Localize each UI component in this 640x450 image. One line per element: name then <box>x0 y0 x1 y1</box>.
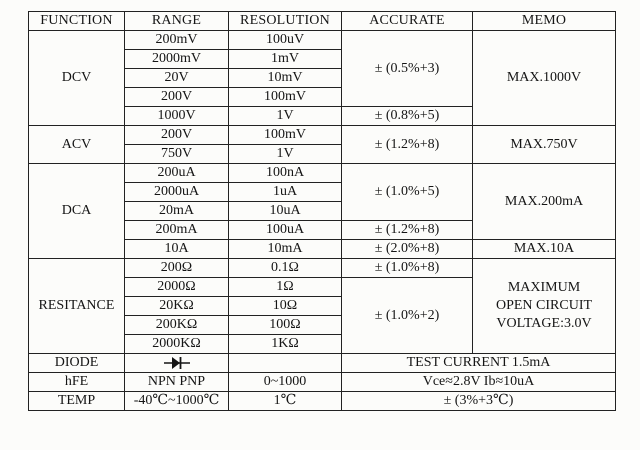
table-row <box>29 373 616 392</box>
range-cell: 20V <box>125 69 229 88</box>
resolution-cell: 1℃ <box>229 392 342 411</box>
diode-symbol-icon <box>164 356 190 370</box>
accuracy-cell: ± (1.0%+5) <box>342 164 473 221</box>
range-cell: 200KΩ <box>125 316 229 335</box>
memo-acv: MAX.750V <box>473 126 616 164</box>
resolution-cell: 1uA <box>229 183 342 202</box>
range-cell: -40℃~1000℃ <box>125 392 229 411</box>
resolution-cell: 100nA <box>229 164 342 183</box>
table-row <box>29 31 616 50</box>
table-row <box>29 259 616 278</box>
table-row <box>29 354 616 373</box>
resolution-cell: 100uV <box>229 31 342 50</box>
resolution-cell: 1Ω <box>229 278 342 297</box>
resolution-cell: 100Ω <box>229 316 342 335</box>
resolution-cell: 10mV <box>229 69 342 88</box>
function-acv: ACV <box>29 126 125 164</box>
range-cell: 2000Ω <box>125 278 229 297</box>
accuracy-cell: ± (1.2%+8) <box>342 221 473 240</box>
range-cell: 20mA <box>125 202 229 221</box>
accuracy-cell: ± (2.0%+8) <box>342 240 473 259</box>
range-cell: 10A <box>125 240 229 259</box>
function-hfe: hFE <box>29 373 125 392</box>
resolution-cell: 10mA <box>229 240 342 259</box>
accuracy-cell: ± (1.0%+8) <box>342 259 473 278</box>
memo-line: MAXIMUM <box>507 280 581 295</box>
resolution-cell: 100mV <box>229 126 342 145</box>
range-cell: 200mV <box>125 31 229 50</box>
function-resistance: RESITANCE <box>29 259 125 354</box>
range-cell: 200uA <box>125 164 229 183</box>
resolution-cell: 1mV <box>229 50 342 69</box>
resolution-cell: 0~1000 <box>229 373 342 392</box>
header-resolution: RESOLUTION <box>229 12 342 31</box>
memo-resistance <box>473 259 616 354</box>
header-row <box>29 12 616 31</box>
resolution-cell: 10uA <box>229 202 342 221</box>
function-dca: DCA <box>29 164 125 259</box>
resolution-cell: 1V <box>229 107 342 126</box>
function-temp: TEMP <box>29 392 125 411</box>
memo-10a: MAX.10A <box>473 240 616 259</box>
resolution-cell: 10Ω <box>229 297 342 316</box>
header-memo: MEMO <box>473 12 616 31</box>
memo-line: VOLTAGE:3.0V <box>496 316 592 331</box>
range-cell: 2000mV <box>125 50 229 69</box>
accuracy-cell: ± (0.8%+5) <box>342 107 473 126</box>
accuracy-cell: ± (1.2%+8) <box>342 126 473 164</box>
memo-dca: MAX.200mA <box>473 164 616 240</box>
resolution-cell: 100uA <box>229 221 342 240</box>
accuracy-cell: ± (0.5%+3) <box>342 31 473 107</box>
range-cell: 2000uA <box>125 183 229 202</box>
range-cell: 1000V <box>125 107 229 126</box>
resolution-cell: 100mV <box>229 88 342 107</box>
table-row <box>29 392 616 411</box>
resolution-cell: 1KΩ <box>229 335 342 354</box>
memo-dcv: MAX.1000V <box>473 31 616 126</box>
accuracy-cell: ± (1.0%+2) <box>342 278 473 354</box>
range-cell: 20KΩ <box>125 297 229 316</box>
specification-table <box>28 11 616 411</box>
range-cell: 200V <box>125 88 229 107</box>
resolution-cell <box>229 354 342 373</box>
function-diode: DIODE <box>29 354 125 373</box>
diode-range-cell <box>125 354 229 373</box>
header-function: FUNCTION <box>29 12 125 31</box>
range-cell: 200mA <box>125 221 229 240</box>
table-row <box>29 126 616 145</box>
range-cell: 2000KΩ <box>125 335 229 354</box>
header-accurate: ACCURATE <box>342 12 473 31</box>
function-dcv: DCV <box>29 31 125 126</box>
hfe-note: Vce≈2.8V Ib≈10uA <box>342 373 616 392</box>
range-cell: 200V <box>125 126 229 145</box>
table-row <box>29 164 616 183</box>
temp-note: ± (3%+3℃) <box>342 392 616 411</box>
diode-note: TEST CURRENT 1.5mA <box>342 354 616 373</box>
resolution-cell: 1V <box>229 145 342 164</box>
header-range: RANGE <box>125 12 229 31</box>
range-cell: 200Ω <box>125 259 229 278</box>
range-cell: 750V <box>125 145 229 164</box>
range-cell: NPN PNP <box>125 373 229 392</box>
resolution-cell: 0.1Ω <box>229 259 342 278</box>
memo-line: OPEN CIRCUIT <box>495 298 593 313</box>
